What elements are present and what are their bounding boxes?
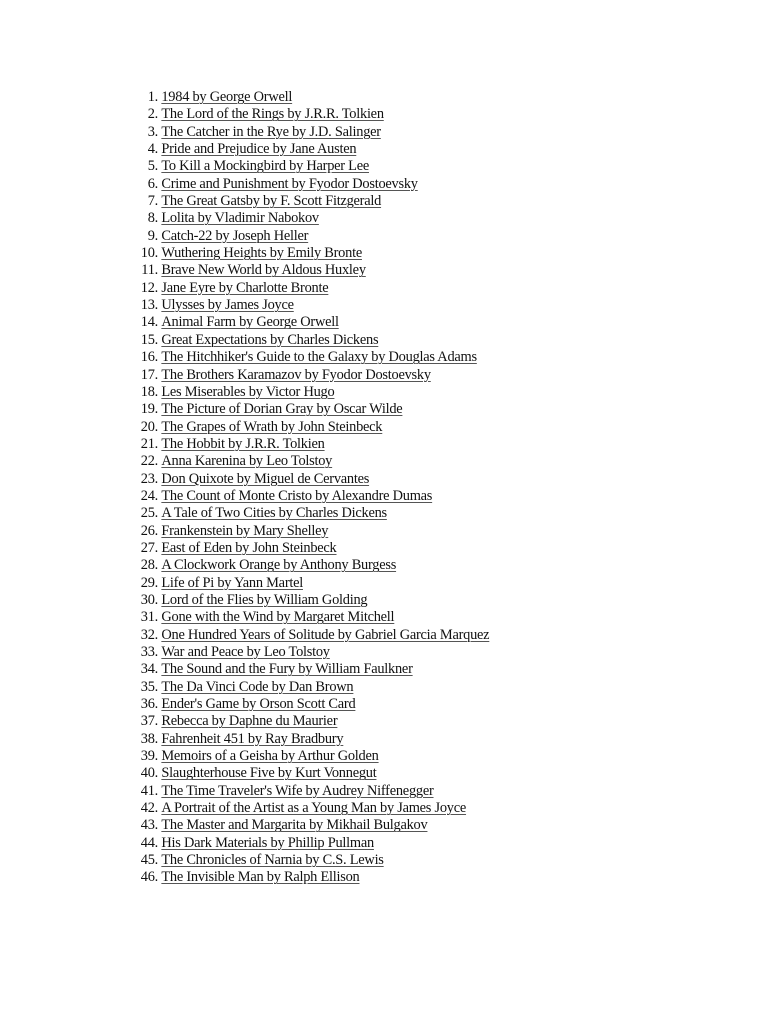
list-item: [128, 193, 489, 210]
item-number: 23.: [140, 470, 158, 487]
book-link[interactable]: One Hundred Years of Solitude by Gabriel Garcia Marquez: [161, 626, 490, 643]
item-number: 36.: [140, 696, 158, 713]
list-item: [128, 297, 489, 314]
list-item: [128, 401, 489, 418]
book-link[interactable]: Animal Farm by George Orwell: [161, 314, 339, 331]
book-link[interactable]: Fahrenheit 451 by Ray Bradbury: [161, 730, 344, 747]
item-number: 33.: [140, 644, 158, 660]
book-link[interactable]: Anna Karenina by Leo Tolstoy: [161, 453, 333, 470]
list-item: [128, 575, 489, 592]
list-item: [128, 783, 489, 800]
book-link[interactable]: Les Miserables by Victor Hugo: [161, 383, 335, 400]
item-number: 26.: [140, 522, 158, 539]
item-number: 35.: [140, 678, 158, 695]
book-link[interactable]: Frankenstein by Mary Shelley: [161, 522, 329, 539]
book-link[interactable]: The Sound and the Fury by William Faulkner: [161, 661, 413, 678]
item-number: 44.: [140, 834, 158, 851]
item-number: 14.: [140, 314, 158, 331]
list-item: [128, 332, 489, 349]
book-link[interactable]: Catch-22 by Joseph Heller: [161, 227, 309, 244]
book-link[interactable]: Wuthering Heights by Emily Bronte: [161, 245, 362, 262]
book-link[interactable]: Gone with the Wind by Margaret Mitchell: [161, 609, 395, 626]
list-item: [128, 228, 489, 245]
list-item: [128, 453, 489, 470]
book-link[interactable]: The Catcher in the Rye by J.D. Salinger: [161, 123, 381, 140]
list-item: [128, 280, 489, 297]
item-number: 31.: [140, 609, 158, 626]
item-number: 2.: [147, 106, 158, 123]
book-link[interactable]: The Da Vinci Code by Dan Brown: [161, 678, 354, 695]
book-link[interactable]: Great Expectations by Charles Dickens: [161, 331, 379, 348]
list-item: [128, 314, 489, 331]
list-item: [128, 609, 489, 626]
book-link[interactable]: Jane Eyre by Charlotte Bronte: [161, 279, 329, 296]
book-link[interactable]: War and Peace by Leo Tolstoy: [161, 644, 330, 660]
book-link[interactable]: The Count of Monte Cristo by Alexandre Dumas: [161, 487, 433, 504]
item-number: 28.: [140, 557, 158, 574]
item-number: 8.: [147, 210, 158, 227]
item-number: 15.: [140, 331, 158, 348]
book-link[interactable]: The Hitchhiker's Guide to the Galaxy by Douglas Adams: [161, 349, 477, 366]
item-number: 30.: [140, 591, 158, 608]
list-item: [128, 748, 489, 765]
item-number: 10.: [140, 245, 158, 262]
item-number: 25.: [140, 505, 158, 522]
list-item: [128, 869, 489, 886]
book-link[interactable]: To Kill a Mockingbird by Harper Lee: [161, 158, 369, 175]
book-link[interactable]: Don Quixote by Miguel de Cervantes: [161, 470, 370, 487]
list-item: [128, 696, 489, 713]
item-number: 9.: [147, 227, 158, 244]
book-link[interactable]: The Grapes of Wrath by John Steinbeck: [161, 418, 383, 435]
list-item: [128, 210, 489, 227]
list-item: [128, 488, 489, 505]
book-link[interactable]: Slaughterhouse Five by Kurt Vonnegut: [161, 765, 377, 782]
book-link[interactable]: The Great Gatsby by F. Scott Fitzgerald: [161, 193, 382, 210]
item-number: 3.: [147, 123, 158, 140]
book-link[interactable]: Crime and Punishment by Fyodor Dostoevsky: [161, 175, 418, 192]
list-item: [128, 124, 489, 141]
item-number: 11.: [141, 262, 158, 279]
list-item: [128, 765, 489, 782]
item-number: 21.: [140, 435, 158, 452]
book-link[interactable]: Ender's Game by Orson Scott Card: [161, 696, 356, 713]
list-item: [128, 661, 489, 678]
list-item: [128, 141, 489, 158]
book-link[interactable]: A Portrait of the Artist as a Young Man by James Joyce: [161, 800, 467, 817]
book-link[interactable]: The Time Traveler's Wife by Audrey Niffenegger: [161, 782, 434, 799]
item-number: 4.: [147, 141, 158, 158]
book-link[interactable]: Lolita by Vladimir Nabokov: [161, 210, 319, 227]
list-item: [128, 471, 489, 488]
list-item: [128, 505, 489, 522]
book-link[interactable]: The Hobbit by J.R.R. Tolkien: [161, 435, 325, 452]
book-link[interactable]: The Master and Margarita by Mikhail Bulgakov: [161, 817, 428, 834]
item-number: 12.: [140, 279, 158, 296]
item-number: 13.: [140, 297, 158, 314]
book-link[interactable]: Memoirs of a Geisha by Arthur Golden: [161, 748, 379, 765]
book-link[interactable]: The Invisible Man by Ralph Ellison: [161, 869, 360, 886]
book-link[interactable]: The Chronicles of Narnia by C.S. Lewis: [161, 852, 384, 869]
item-number: 41.: [140, 782, 158, 799]
book-link[interactable]: Lord of the Flies by William Golding: [161, 591, 368, 608]
list-item: [128, 262, 489, 279]
list-item: [128, 89, 489, 106]
list-item: [128, 817, 489, 834]
list-item: [128, 644, 489, 661]
list-item: [128, 800, 489, 817]
item-number: 27.: [140, 539, 158, 556]
list-item: [128, 436, 489, 453]
book-link[interactable]: His Dark Materials by Phillip Pullman: [161, 834, 374, 851]
item-number: 19.: [140, 401, 158, 418]
list-item: [128, 176, 489, 193]
item-number: 46.: [140, 869, 158, 886]
list-item: [128, 367, 489, 384]
book-link[interactable]: 1984 by George Orwell: [161, 89, 293, 105]
book-link[interactable]: The Picture of Dorian Gray by Oscar Wilde: [161, 401, 403, 418]
item-number: 45.: [140, 852, 158, 869]
item-number: 1.: [147, 89, 158, 105]
book-link[interactable]: Life of Pi by Yann Martel: [161, 574, 303, 591]
list-item: [128, 106, 489, 123]
book-link[interactable]: Rebecca by Daphne du Maurier: [161, 713, 338, 730]
item-number: 22.: [140, 453, 158, 470]
list-item: [128, 852, 489, 869]
item-number: 17.: [140, 366, 158, 383]
item-number: 38.: [140, 730, 158, 747]
book-link[interactable]: A Tale of Two Cities by Charles Dickens: [161, 505, 387, 522]
book-link[interactable]: Brave New World by Aldous Huxley: [161, 262, 366, 279]
book-list: [128, 89, 489, 887]
book-link[interactable]: Ulysses by James Joyce: [161, 297, 294, 314]
list-item: [128, 679, 489, 696]
book-link[interactable]: Pride and Prejudice by Jane Austen: [161, 141, 357, 158]
item-number: 29.: [140, 574, 158, 591]
book-link[interactable]: A Clockwork Orange by Anthony Burgess: [161, 557, 397, 574]
item-number: 18.: [140, 383, 158, 400]
list-item: [128, 713, 489, 730]
item-number: 34.: [140, 661, 158, 678]
item-number: 5.: [147, 158, 158, 175]
item-number: 20.: [140, 418, 158, 435]
book-link[interactable]: The Lord of the Rings by J.R.R. Tolkien: [161, 106, 384, 123]
item-number: 39.: [140, 748, 158, 765]
list-item: [128, 384, 489, 401]
list-item: [128, 592, 489, 609]
item-number: 32.: [140, 626, 158, 643]
list-item: [128, 349, 489, 366]
book-link[interactable]: East of Eden by John Steinbeck: [161, 539, 337, 556]
list-item: [128, 245, 489, 262]
list-item: [128, 540, 489, 557]
list-item: [128, 557, 489, 574]
book-link[interactable]: The Brothers Karamazov by Fyodor Dostoevsky: [161, 366, 431, 383]
list-item: [128, 523, 489, 540]
item-number: 6.: [147, 175, 158, 192]
item-number: 42.: [140, 800, 158, 817]
item-number: 40.: [140, 765, 158, 782]
item-number: 37.: [140, 713, 158, 730]
item-number: 24.: [140, 487, 158, 504]
item-number: 43.: [140, 817, 158, 834]
list-item: [128, 158, 489, 175]
list-item: [128, 731, 489, 748]
list-item: [128, 627, 489, 644]
list-item: [128, 835, 489, 852]
item-number: 7.: [147, 193, 158, 210]
list-item: [128, 419, 489, 436]
item-number: 16.: [140, 349, 158, 366]
